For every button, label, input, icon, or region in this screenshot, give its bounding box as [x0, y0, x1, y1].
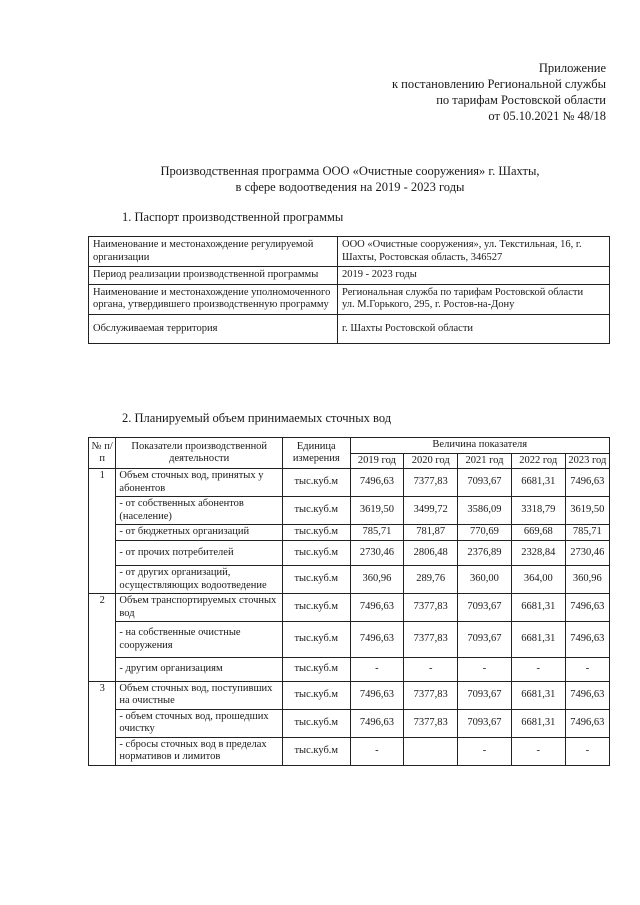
section-heading-passport: 1. Паспорт производственной программы — [122, 210, 344, 224]
row-number: 2 — [89, 594, 116, 682]
row-value: 7377,83 — [404, 709, 458, 737]
row-value: 7093,67 — [458, 594, 512, 622]
table-header-row — [89, 438, 610, 454]
row-value — [404, 737, 458, 765]
table-row — [89, 622, 610, 658]
passport-key: Наименование и местонахождение регулируемой организации — [89, 237, 338, 267]
passport-value: ООО «Очистные сооружения», ул. Текстильная, 16, г. Шахты, Ростовская область, 346527 — [338, 237, 610, 267]
row-value: 7377,83 — [404, 622, 458, 658]
row-value: 785,71 — [350, 525, 404, 541]
row-value: - — [404, 658, 458, 682]
header-number: № п/п — [89, 438, 116, 469]
header-year: 2022 год — [511, 453, 565, 469]
row-value: 7377,83 — [404, 469, 458, 497]
row-value: 3586,09 — [458, 497, 512, 525]
row-value: 669,68 — [511, 525, 565, 541]
row-indicator: - сбросы сточных вод в пределах нормативов и лимитов — [116, 737, 283, 765]
passport-value: Региональная служба по тарифам Ростовской области ул. М.Горького, 295, г. Ростов-на-Дону — [338, 284, 610, 314]
row-unit: тыс.куб.м — [283, 594, 350, 622]
row-value: - — [458, 737, 512, 765]
appendix-line: к постановлению Региональной службы — [391, 77, 606, 91]
row-value: 2376,89 — [458, 540, 512, 566]
row-number: 1 — [89, 469, 116, 594]
passport-key: Обслуживаемая территория — [89, 314, 338, 344]
row-value: 6681,31 — [511, 622, 565, 658]
row-indicator: - от бюджетных организаций — [116, 525, 283, 541]
row-value: 3619,50 — [350, 497, 404, 525]
row-value: 7496,63 — [350, 622, 404, 658]
passport-table — [88, 236, 610, 344]
row-value: 3318,79 — [511, 497, 565, 525]
row-unit: тыс.куб.м — [283, 566, 350, 594]
table-row — [89, 497, 610, 525]
header-year: 2021 год — [458, 453, 512, 469]
row-value: 3499,72 — [404, 497, 458, 525]
row-unit: тыс.куб.м — [283, 737, 350, 765]
appendix-line: по тарифам Ростовской области — [436, 93, 606, 107]
header-value-group: Величина показателя — [350, 438, 609, 454]
row-indicator: - на собственные очистные сооружения — [116, 622, 283, 658]
table-row — [89, 566, 610, 594]
table-row — [89, 314, 610, 344]
row-value: 7496,63 — [565, 709, 609, 737]
table-row — [89, 237, 610, 267]
row-value: 6681,31 — [511, 594, 565, 622]
table-row — [89, 525, 610, 541]
row-value: 7496,63 — [565, 594, 609, 622]
row-value: 364,00 — [511, 566, 565, 594]
row-value: 7496,63 — [350, 469, 404, 497]
row-value: 289,76 — [404, 566, 458, 594]
header-year: 2019 год — [350, 453, 404, 469]
row-value: - — [511, 658, 565, 682]
table-row — [89, 658, 610, 682]
row-value: 7496,63 — [565, 681, 609, 709]
table-row — [89, 594, 610, 622]
row-value: 6681,31 — [511, 709, 565, 737]
row-indicator: Объем сточных вод, поступивших на очистные — [116, 681, 283, 709]
row-indicator: Объем транспортируемых сточных вод — [116, 594, 283, 622]
header-year: 2020 год — [404, 453, 458, 469]
table-row — [89, 267, 610, 285]
row-value: 7377,83 — [404, 594, 458, 622]
row-unit: тыс.куб.м — [283, 709, 350, 737]
header-unit: Единица измерения — [283, 438, 350, 469]
row-value: - — [565, 737, 609, 765]
row-value: - — [350, 658, 404, 682]
passport-key: Период реализации производственной программы — [89, 267, 338, 285]
row-unit: тыс.куб.м — [283, 658, 350, 682]
header-indicator: Показатели производственной деятельности — [116, 438, 283, 469]
table-row — [89, 681, 610, 709]
row-value: 7496,63 — [350, 681, 404, 709]
title-line: в сфере водоотведения на 2019 - 2023 годы — [235, 180, 465, 194]
row-unit: тыс.куб.м — [283, 469, 350, 497]
row-indicator: - от других организаций, осуществляющих водоотведение — [116, 566, 283, 594]
row-value: 7496,63 — [565, 622, 609, 658]
row-value: 2730,46 — [565, 540, 609, 566]
row-unit: тыс.куб.м — [283, 525, 350, 541]
row-value: 7093,67 — [458, 622, 512, 658]
table-row — [89, 284, 610, 314]
row-unit: тыс.куб.м — [283, 540, 350, 566]
row-value: 7496,63 — [350, 709, 404, 737]
section-heading-volume: 2. Планируемый объем принимаемых сточных вод — [122, 411, 392, 425]
passport-value: 2019 - 2023 годы — [338, 267, 610, 285]
row-value: 7496,63 — [350, 594, 404, 622]
row-indicator: - от собственных абонентов (население) — [116, 497, 283, 525]
row-value: 3619,50 — [565, 497, 609, 525]
table-row — [89, 469, 610, 497]
row-value: 7093,67 — [458, 709, 512, 737]
appendix-line: Приложение — [538, 61, 606, 75]
row-value: 360,00 — [458, 566, 512, 594]
row-indicator: - другим организациям — [116, 658, 283, 682]
row-value: 2328,84 — [511, 540, 565, 566]
table-row — [89, 540, 610, 566]
appendix-line: от 05.10.2021 № 48/18 — [488, 109, 606, 123]
appendix-header — [276, 60, 606, 124]
table-row — [89, 709, 610, 737]
row-number: 3 — [89, 681, 116, 765]
title-line: Производственная программа ООО «Очистные сооружения» г. Шахты, — [160, 164, 540, 178]
row-value: 2730,46 — [350, 540, 404, 566]
header-year: 2023 год — [565, 453, 609, 469]
table-row — [89, 737, 610, 765]
row-value: 785,71 — [565, 525, 609, 541]
volume-table — [88, 437, 610, 766]
row-value: - — [565, 658, 609, 682]
row-unit: тыс.куб.м — [283, 497, 350, 525]
row-indicator: Объем сточных вод, принятых у абонентов — [116, 469, 283, 497]
row-value: 360,96 — [350, 566, 404, 594]
row-value: 781,87 — [404, 525, 458, 541]
row-value: - — [511, 737, 565, 765]
row-value: - — [350, 737, 404, 765]
row-value: 6681,31 — [511, 469, 565, 497]
row-indicator: - от прочих потребителей — [116, 540, 283, 566]
row-value: 7377,83 — [404, 681, 458, 709]
row-value: 7093,67 — [458, 469, 512, 497]
row-value: - — [458, 658, 512, 682]
row-value: 2806,48 — [404, 540, 458, 566]
row-indicator: - объем сточных вод, прошедших очистку — [116, 709, 283, 737]
row-unit: тыс.куб.м — [283, 681, 350, 709]
passport-key: Наименование и местонахождение уполномоченного органа, утвердившего производственную программу — [89, 284, 338, 314]
row-value: 7093,67 — [458, 681, 512, 709]
row-value: 360,96 — [565, 566, 609, 594]
row-value: 7496,63 — [565, 469, 609, 497]
passport-value: г. Шахты Ростовской области — [338, 314, 610, 344]
row-value: 6681,31 — [511, 681, 565, 709]
row-unit: тыс.куб.м — [283, 622, 350, 658]
row-value: 770,69 — [458, 525, 512, 541]
document-title — [60, 163, 640, 195]
